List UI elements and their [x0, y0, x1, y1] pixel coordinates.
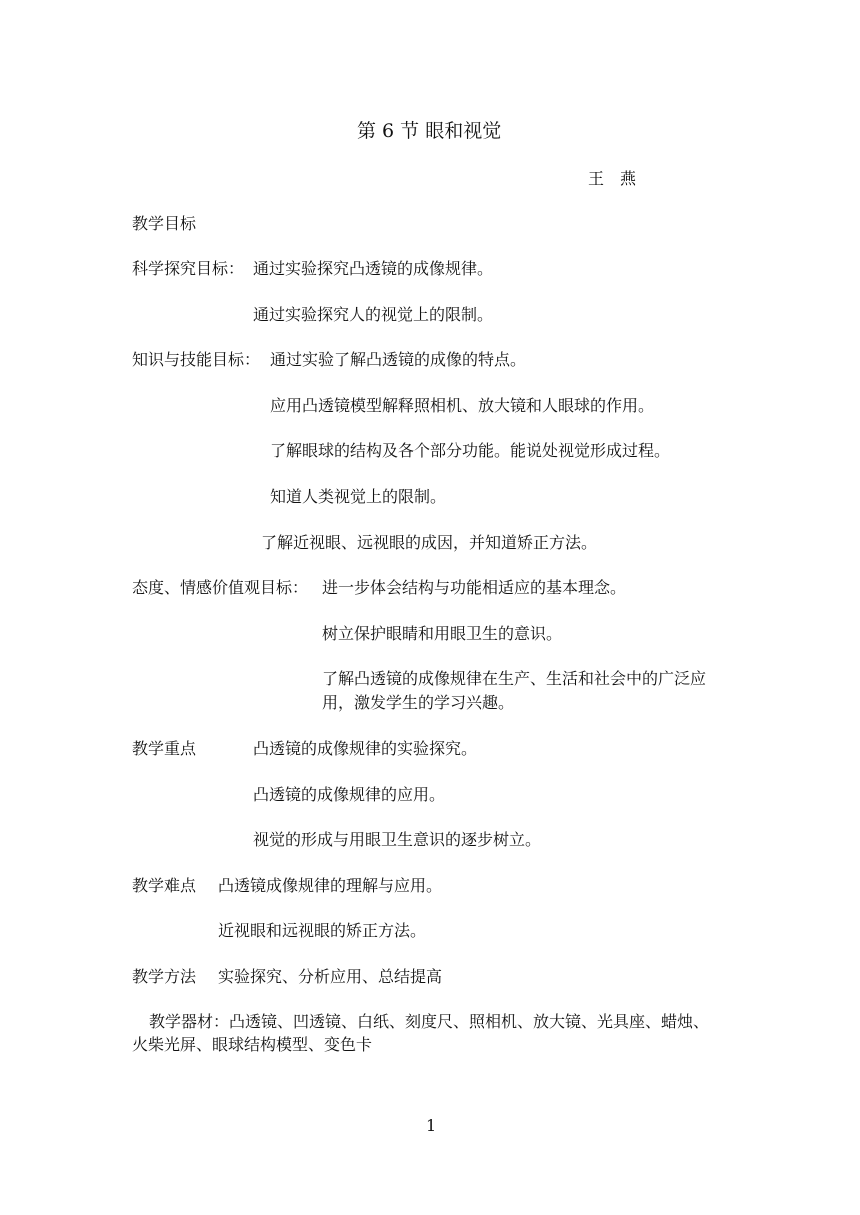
attitude-objective-label: 态度、情感价值观目标：: [132, 578, 309, 597]
science-objective-item: 通过实验探究人的视觉上的限制。: [253, 305, 494, 324]
equipment-line: 教学器材：凸透镜、凹透镜、白纸、刻度尺、照相机、放大镜、光具座、蜡烛、: [149, 1012, 710, 1031]
key-point-item: 视觉的形成与用眼卫生意识的逐步树立。: [253, 830, 542, 849]
knowledge-objective-item: 知道人类视觉上的限制。: [270, 487, 447, 506]
attitude-objective-item: 了解凸透镜的成像规律在生产、生活和社会中的广泛应: [322, 669, 707, 688]
methods-text: 实验探究、分析应用、总结提高: [218, 967, 443, 986]
attitude-objective-item: 用，激发学生的学习兴趣。: [322, 693, 515, 712]
page-number: 1: [426, 1116, 437, 1135]
knowledge-objective-label: 知识与技能目标：: [132, 350, 261, 369]
methods-label: 教学方法: [132, 967, 197, 986]
knowledge-objective-item: 了解眼球的结构及各个部分功能。能说处视觉形成过程。: [270, 441, 671, 460]
difficulty-item: 近视眼和远视眼的矫正方法。: [218, 921, 427, 940]
author-name: 王 燕: [588, 169, 637, 188]
page-title: 第 6 节 眼和视觉: [357, 120, 502, 142]
knowledge-objective-item: 应用凸透镜模型解释照相机、放大镜和人眼球的作用。: [270, 396, 655, 415]
equipment-line: 火柴光屏、眼球结构模型、变色卡: [132, 1035, 373, 1054]
difficulty-item: 凸透镜成像规律的理解与应用。: [218, 876, 443, 895]
key-point-item: 凸透镜的成像规律的应用。: [253, 785, 446, 804]
attitude-objective-item: 树立保护眼睛和用眼卫生的意识。: [322, 624, 563, 643]
knowledge-objective-item: 通过实验了解凸透镜的成像的特点。: [270, 350, 527, 369]
attitude-objective-item: 进一步体会结构与功能相适应的基本理念。: [322, 578, 627, 597]
key-point-item: 凸透镜的成像规律的实验探究。: [253, 739, 478, 758]
science-objective-item: 通过实验探究凸透镜的成像规律。: [253, 259, 494, 278]
knowledge-objective-item: 了解近视眼、远视眼的成因，并知道矫正方法。: [261, 533, 598, 552]
difficulties-label: 教学难点: [132, 876, 197, 895]
key-points-label: 教学重点: [132, 739, 197, 758]
section-heading-objectives: 教学目标: [132, 214, 197, 233]
science-objective-label: 科学探究目标：: [132, 259, 245, 278]
